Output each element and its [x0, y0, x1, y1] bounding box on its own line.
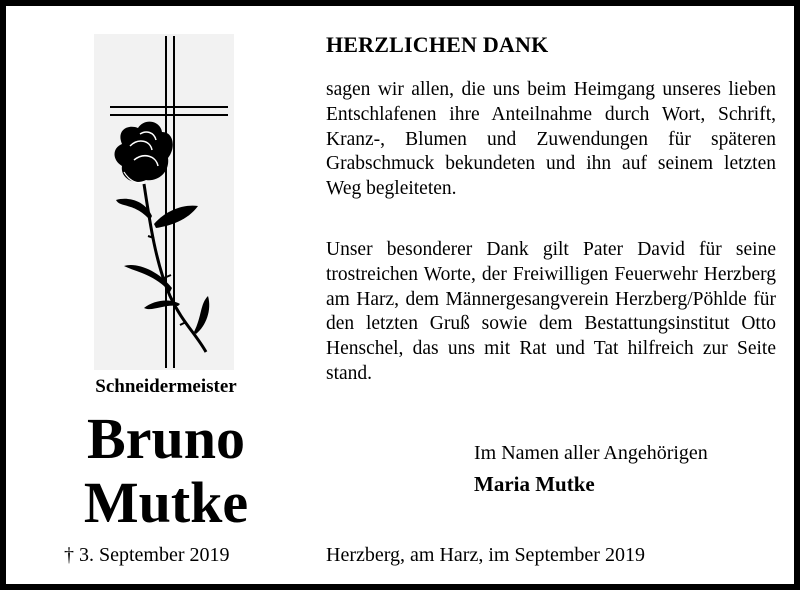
death-date: † 3. September 2019: [64, 544, 230, 566]
place-and-date: Herzberg, am Harz, im September 2019: [326, 544, 645, 566]
thanks-paragraph-1: sagen wir allen, die uns beim Heimgang unseres lieben Entschlafenen ihre Anteilnahme durch Wort, Schrift, Kranz-, Blumen und Zuwendungen für späteren Grabschmuck bekundeten und ihn auf seinem letzten Weg begleiteten.: [326, 79, 776, 200]
cross-rose-illustration: [94, 34, 234, 370]
deceased-last-name: Mutke: [83, 470, 249, 535]
thanks-paragraph-2: Unser besonderer Dank gilt Pater David für seine trostreichen Worte, der Freiwilligen Feuerwehr Herzberg am Harz, dem Männergesangverein Herzberg/Pöhlde für den letzten Gruß sowie dem Bestattungsinstitut Otto Henschel, das uns mit Rat und Tat hilfreich zur Seite stand.: [326, 239, 776, 384]
deceased-first-name: Bruno: [87, 406, 245, 471]
thanks-heading: HERZLICHEN DANK: [326, 32, 549, 57]
signature-name: Maria Mutke: [474, 472, 595, 496]
signature-intro: Im Namen aller Angehörigen: [474, 442, 708, 464]
deceased-profession: Schneidermeister: [95, 376, 237, 397]
